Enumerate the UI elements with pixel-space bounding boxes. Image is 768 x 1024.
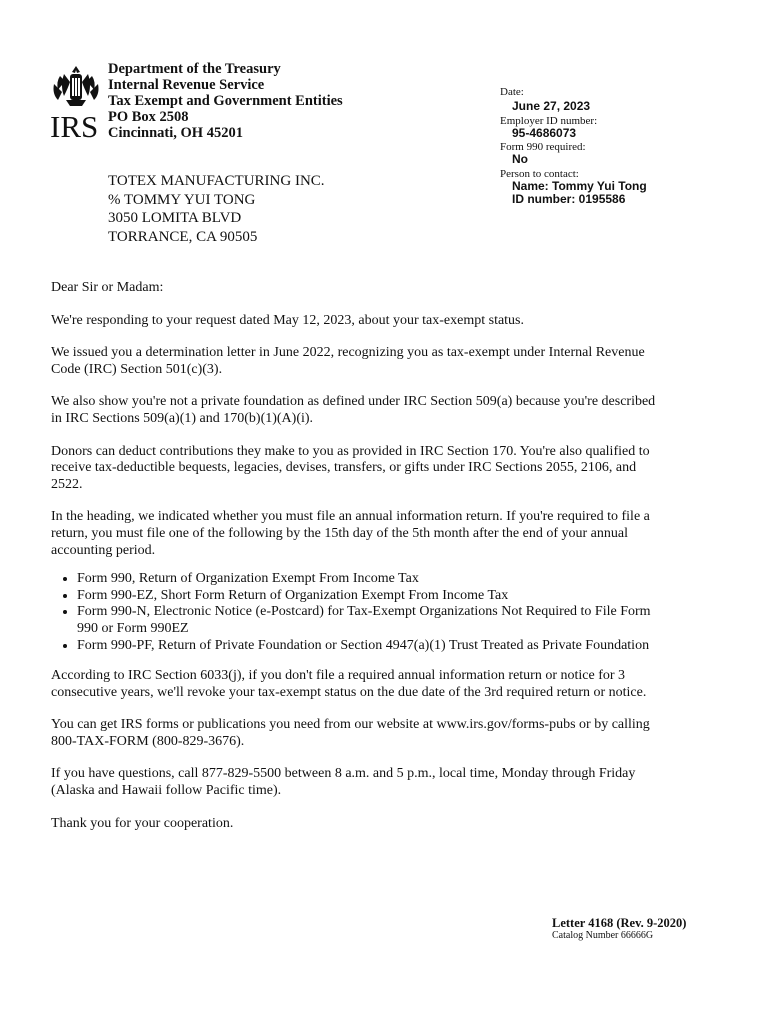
catalog-number: Catalog Number 66666G bbox=[552, 930, 654, 941]
contact-name: Name: Tommy Yui Tong bbox=[512, 178, 647, 193]
list-item: • Form 990-N, Electronic Notice (e-Postcard) for Tax-Exempt Organizations Not Required to File Form 990 or Form 990EZ bbox=[77, 604, 661, 637]
agency-line: Tax Exempt and Government Entities bbox=[108, 93, 343, 109]
recipient-line: TOTEX MANUFACTURING INC. bbox=[108, 173, 325, 189]
contact-label: Person to contact: bbox=[500, 167, 579, 180]
form990-value: No bbox=[512, 152, 528, 166]
date-value: June 27, 2023 bbox=[512, 99, 591, 113]
ein-label: Employer ID number: bbox=[500, 114, 598, 127]
paragraph: You can get IRS forms or publications you need from our website at www.irs.gov/forms-pubs or by calling 800-TAX-FORM (800-829-3676). bbox=[51, 717, 650, 749]
paragraph: Donors can deduct contributions they make to you as provided in IRC Section 170. You're also qualified to receive tax-deductible bequests, legacies, devises, transfers, or gifts under IRC Sections 2055, 2106, and 2522. bbox=[51, 443, 650, 492]
letter-body bbox=[51, 280, 661, 848]
list-item: • Form 990-EZ, Short Form Return of Organization Exempt From Income Tax bbox=[77, 588, 661, 605]
letter-id: Letter 4168 (Rev. 9-2020) bbox=[552, 916, 687, 930]
ein-value: 95-4686073 bbox=[512, 125, 577, 140]
closing: Thank you for your cooperation. bbox=[51, 815, 234, 831]
forms-list bbox=[51, 571, 661, 654]
agency-line: PO Box 2508 bbox=[108, 109, 189, 125]
eagle-icon bbox=[50, 62, 102, 140]
form990-label: Form 990 required: bbox=[500, 141, 586, 153]
recipient-line: 3050 LOMITA BLVD bbox=[108, 210, 242, 226]
letter-meta bbox=[500, 85, 700, 207]
agency-line: Department of the Treasury bbox=[108, 61, 281, 77]
agency-line: Internal Revenue Service bbox=[108, 77, 265, 93]
list-item: • Form 990, Return of Organization Exempt From Income Tax bbox=[77, 571, 661, 588]
paragraph: We're responding to your request dated May 12, 2023, about your tax-exempt status. bbox=[51, 312, 525, 328]
date-label: Date: bbox=[500, 86, 524, 98]
paragraph: According to IRC Section 6033(j), if you don't file a required annual information return or notice for 3 consecutive years, we'll revoke your tax-exempt status on the due date of the 3rd required return or notice. bbox=[51, 668, 647, 700]
recipient-address bbox=[108, 172, 325, 246]
agency-line: Cincinnati, OH 45201 bbox=[108, 125, 243, 141]
salutation: Dear Sir or Madam: bbox=[51, 280, 164, 295]
paragraph: We also show you're not a private foundation as defined under IRC Section 509(a) because you're described in IRC Sections 509(a)(1) and 170(b)(1)(A)(i). bbox=[51, 394, 656, 426]
paragraph: If you have questions, call 877-829-5500 between 8 a.m. and 5 p.m., local time, Monday through Friday (Alaska and Hawaii follow Pacific time). bbox=[51, 766, 636, 799]
list-item: • Form 990-PF, Return of Private Foundation or Section 4947(a)(1) Trust Treated as Private Foundation bbox=[77, 638, 661, 655]
logo-text: IRS bbox=[50, 109, 99, 140]
recipient-line: % TOMMY YUI TONG bbox=[108, 191, 256, 208]
paragraph: We issued you a determination letter in June 2022, recognizing you as tax-exempt under Internal Revenue Code (IRC) Section 501(c)(3). bbox=[51, 345, 645, 377]
agency-address bbox=[108, 61, 343, 141]
paragraph: In the heading, we indicated whether you must file an annual information return. If you're required to file a return, you must file one of the following by the 15th day of the 5th month after the end of your annual accounting period. bbox=[51, 509, 650, 558]
contact-id: ID number: 0195586 bbox=[512, 192, 626, 206]
letter-footer bbox=[552, 916, 686, 942]
recipient-line: TORRANCE, CA 90505 bbox=[108, 228, 258, 245]
irs-logo bbox=[50, 62, 102, 140]
